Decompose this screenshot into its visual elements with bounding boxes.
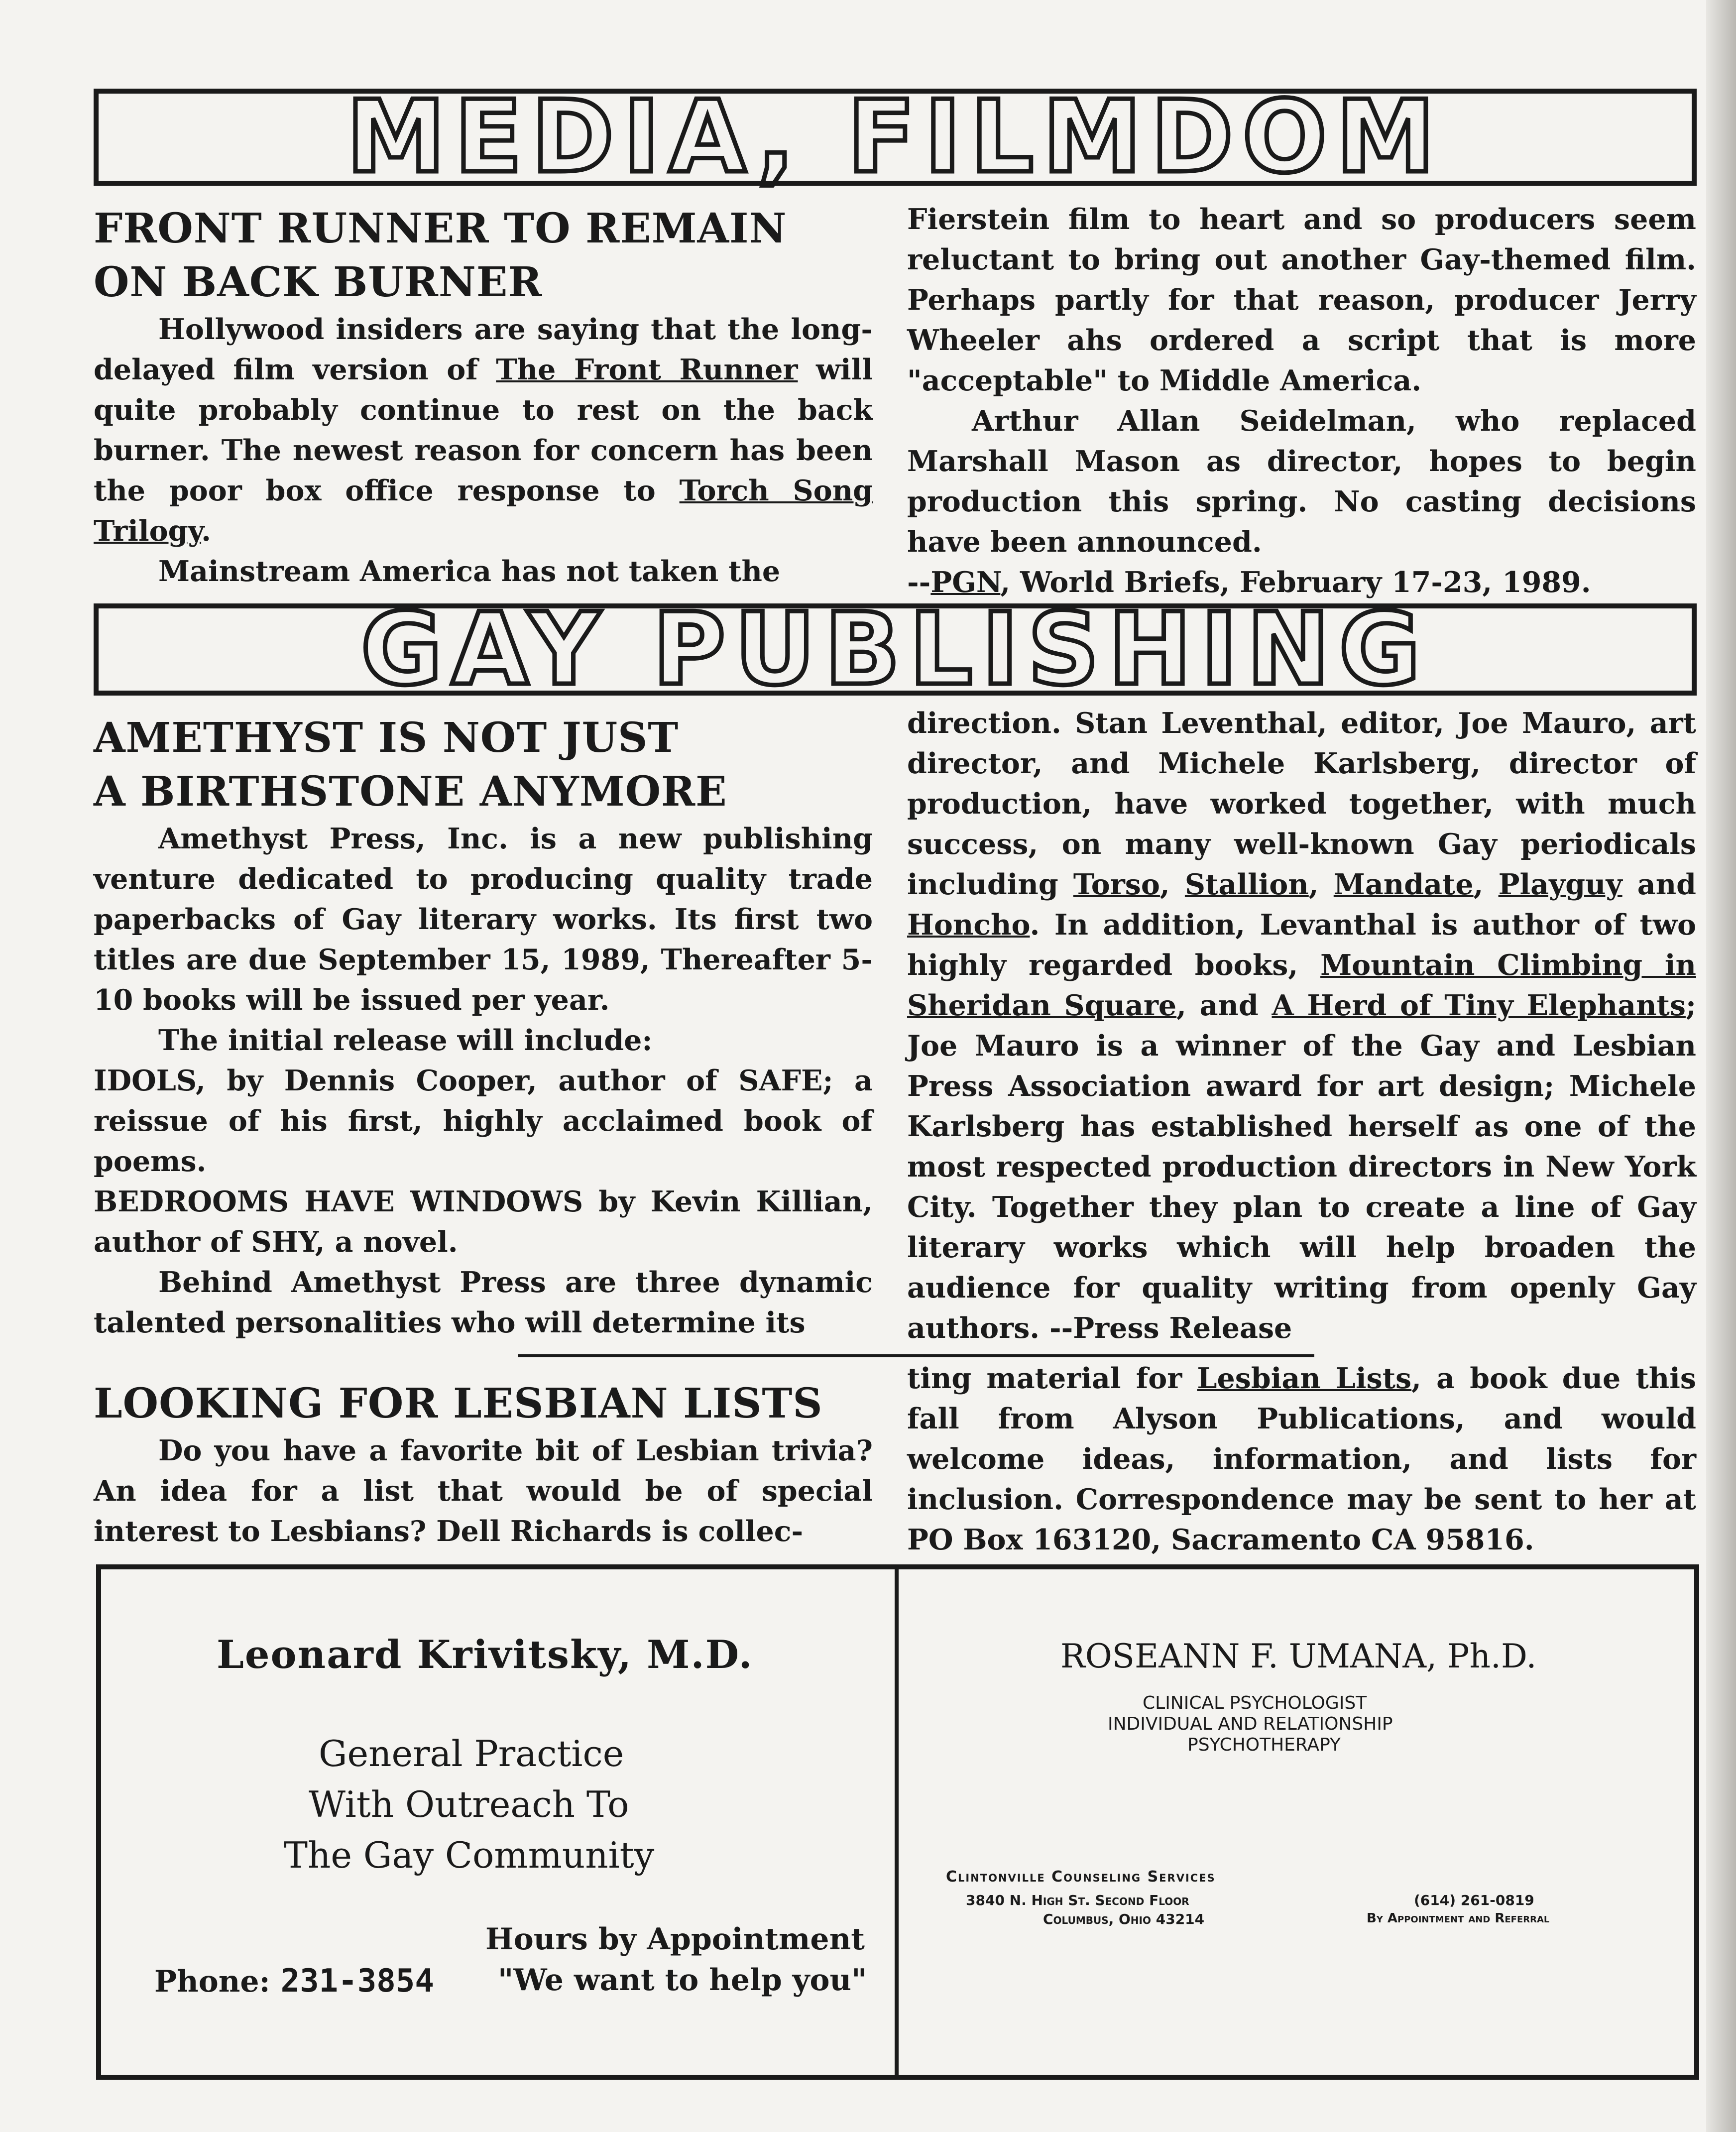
article3-right-column bbox=[907, 1358, 1696, 1560]
article1-source: --PGN, World Briefs, February 17-23, 1989. bbox=[907, 566, 1591, 599]
advertisement-divider bbox=[895, 1569, 899, 2075]
article1-left-column bbox=[94, 202, 873, 592]
periodical-title: Mandate bbox=[1333, 868, 1474, 901]
ad-phone: Phone: 231-3854 bbox=[154, 1963, 434, 2000]
periodical-title: Honcho bbox=[907, 908, 1030, 942]
ad-service-line: General Practice bbox=[319, 1733, 624, 1775]
article3-paragraph: ting material for Lesbian Lists, a book due this fall from Alyson Publications, and would welcome ideas, information, and lists for inclusion. Correspondence may be sent to her at PO Box 163120, Sacramento CA 95816. bbox=[907, 1362, 1696, 1556]
gay-publishing-banner bbox=[94, 591, 1697, 708]
ad-note: By Appointment and Referral bbox=[1367, 1911, 1550, 1926]
article3-heading: LOOKING FOR LESBIAN LISTS bbox=[94, 1380, 823, 1427]
article1-paragraph: Arthur Allan Seidelman, who replaced Marshall Mason as director, hopes to begin production this spring. No casting decisions have been announced. bbox=[907, 404, 1696, 559]
article2-paragraph: IDOLS, by Dennis Cooper, author of SAFE; a reissue of his first, highly acclaimed book of poems. bbox=[94, 1064, 873, 1178]
article2-paragraph: Behind Amethyst Press are three dynamic talented personalities who will determine its bbox=[94, 1266, 873, 1339]
ad-address: 3840 N. High St. Second Floor bbox=[966, 1892, 1189, 1908]
periodical-title: Torso bbox=[1073, 868, 1160, 901]
article1-heading: FRONT RUNNER TO REMAIN ON BACK BURNER bbox=[94, 205, 787, 306]
ad-credential: INDIVIDUAL AND RELATIONSHIP bbox=[1108, 1714, 1393, 1734]
ad-credential: PSYCHOTHERAPY bbox=[1187, 1735, 1341, 1755]
article1-paragraph: Hollywood insiders are saying that the long-delayed film version of The Front Runner will quite probably continue to rest on the back burner. The newest reason for concern has been the poor box office response to Torch Song Trilogy. bbox=[94, 313, 873, 548]
article2-paragraph: Amethyst Press, Inc. is a new publishing venture dedicated to producing quality trade paperbacks of Gay literary works. Its first two titles are due September 15, 1989, Thereafter 5-10 books will be issued per year. bbox=[94, 822, 873, 1017]
ad-slogan: "We want to help you" bbox=[498, 1963, 867, 1998]
section-divider bbox=[518, 1354, 1314, 1357]
periodical-title: Stallion bbox=[1184, 868, 1309, 901]
article2-left-column bbox=[94, 711, 873, 1343]
counseling-org: Clintonville Counseling Services bbox=[946, 1868, 1216, 1886]
banner-title: GAY PUBLISHING bbox=[360, 591, 1430, 708]
page-binding-shadow bbox=[1706, 0, 1736, 2132]
article1-paragraph: Fierstein film to heart and so producers seem reluctant to bring out another Gay-themed film. Perhaps partly for that reason, producer Jerry Wheeler ahs ordered a script that is more "acceptable" to Middle America. bbox=[907, 203, 1696, 397]
book-title: Lesbian Lists bbox=[1197, 1362, 1412, 1395]
film-title: Torch Song Trilogy bbox=[94, 474, 873, 548]
psychologist-name: ROSEANN F. UMANA, Ph.D. bbox=[1060, 1637, 1537, 1675]
film-title: The Front Runner bbox=[496, 353, 798, 386]
article3-paragraph: Do you have a favorite bit of Lesbian trivia? An idea for a list that would be of special interest to Lesbians? Dell Richards is collec- bbox=[94, 1434, 873, 1548]
article2-paragraph: direction. Stan Leventhal, editor, Joe Mauro, art director, and Michele Karlsberg, director of production, have worked together, with much success, on many well-known Gay periodicals including Torso, Stallion, Mandate, Playguy and Honcho. In addition, Levanthal is author of two highly regarded books, Mountain Climbing in Sheridan Square, and A Herd of Tiny Elephants; Joe Mauro is a winner of the Gay and Lesbian Press Association award for art design; Michele Karlsberg has established herself as one of the most respected production directors in New York City. Together they plan to create a line of Gay literary works which will help broaden the audience for quality writing from openly Gay authors. --Press Release bbox=[907, 707, 1696, 1345]
ad-service-line: The Gay Community bbox=[284, 1834, 655, 1876]
article2-right-column bbox=[907, 703, 1696, 1348]
article1-right-column bbox=[907, 199, 1696, 602]
ad-phone: (614) 261-0819 bbox=[1414, 1892, 1534, 1908]
book-title: A Herd of Tiny Elephants bbox=[1272, 989, 1686, 1022]
ad-service-line: With Outreach To bbox=[309, 1783, 629, 1825]
article2-paragraph: BEDROOMS HAVE WINDOWS by Kevin Killian, author of SHY, a novel. bbox=[94, 1185, 873, 1259]
periodical-title: Playguy bbox=[1498, 868, 1622, 901]
article2-heading: AMETHYST IS NOT JUST A BIRTHSTONE ANYMORE bbox=[94, 714, 727, 816]
doctor-name: Leonard Krivitsky, M.D. bbox=[217, 1632, 753, 1677]
article2-paragraph: The initial release will include: bbox=[158, 1024, 653, 1057]
ad-address: Columbus, Ohio 43214 bbox=[1043, 1911, 1205, 1927]
media-filmdom-banner bbox=[94, 79, 1697, 195]
article1-paragraph: Mainstream America has not taken the bbox=[158, 555, 781, 588]
ad-hours: Hours by Appointment bbox=[485, 1922, 865, 1957]
ad-credential: CLINICAL PSYCHOLOGIST bbox=[1143, 1693, 1367, 1713]
banner-title: MEDIA, FILMDOM bbox=[346, 79, 1444, 195]
book-title: Mountain Climbing in Sheridan Square bbox=[907, 948, 1696, 1022]
article3-left-column bbox=[94, 1377, 873, 1551]
